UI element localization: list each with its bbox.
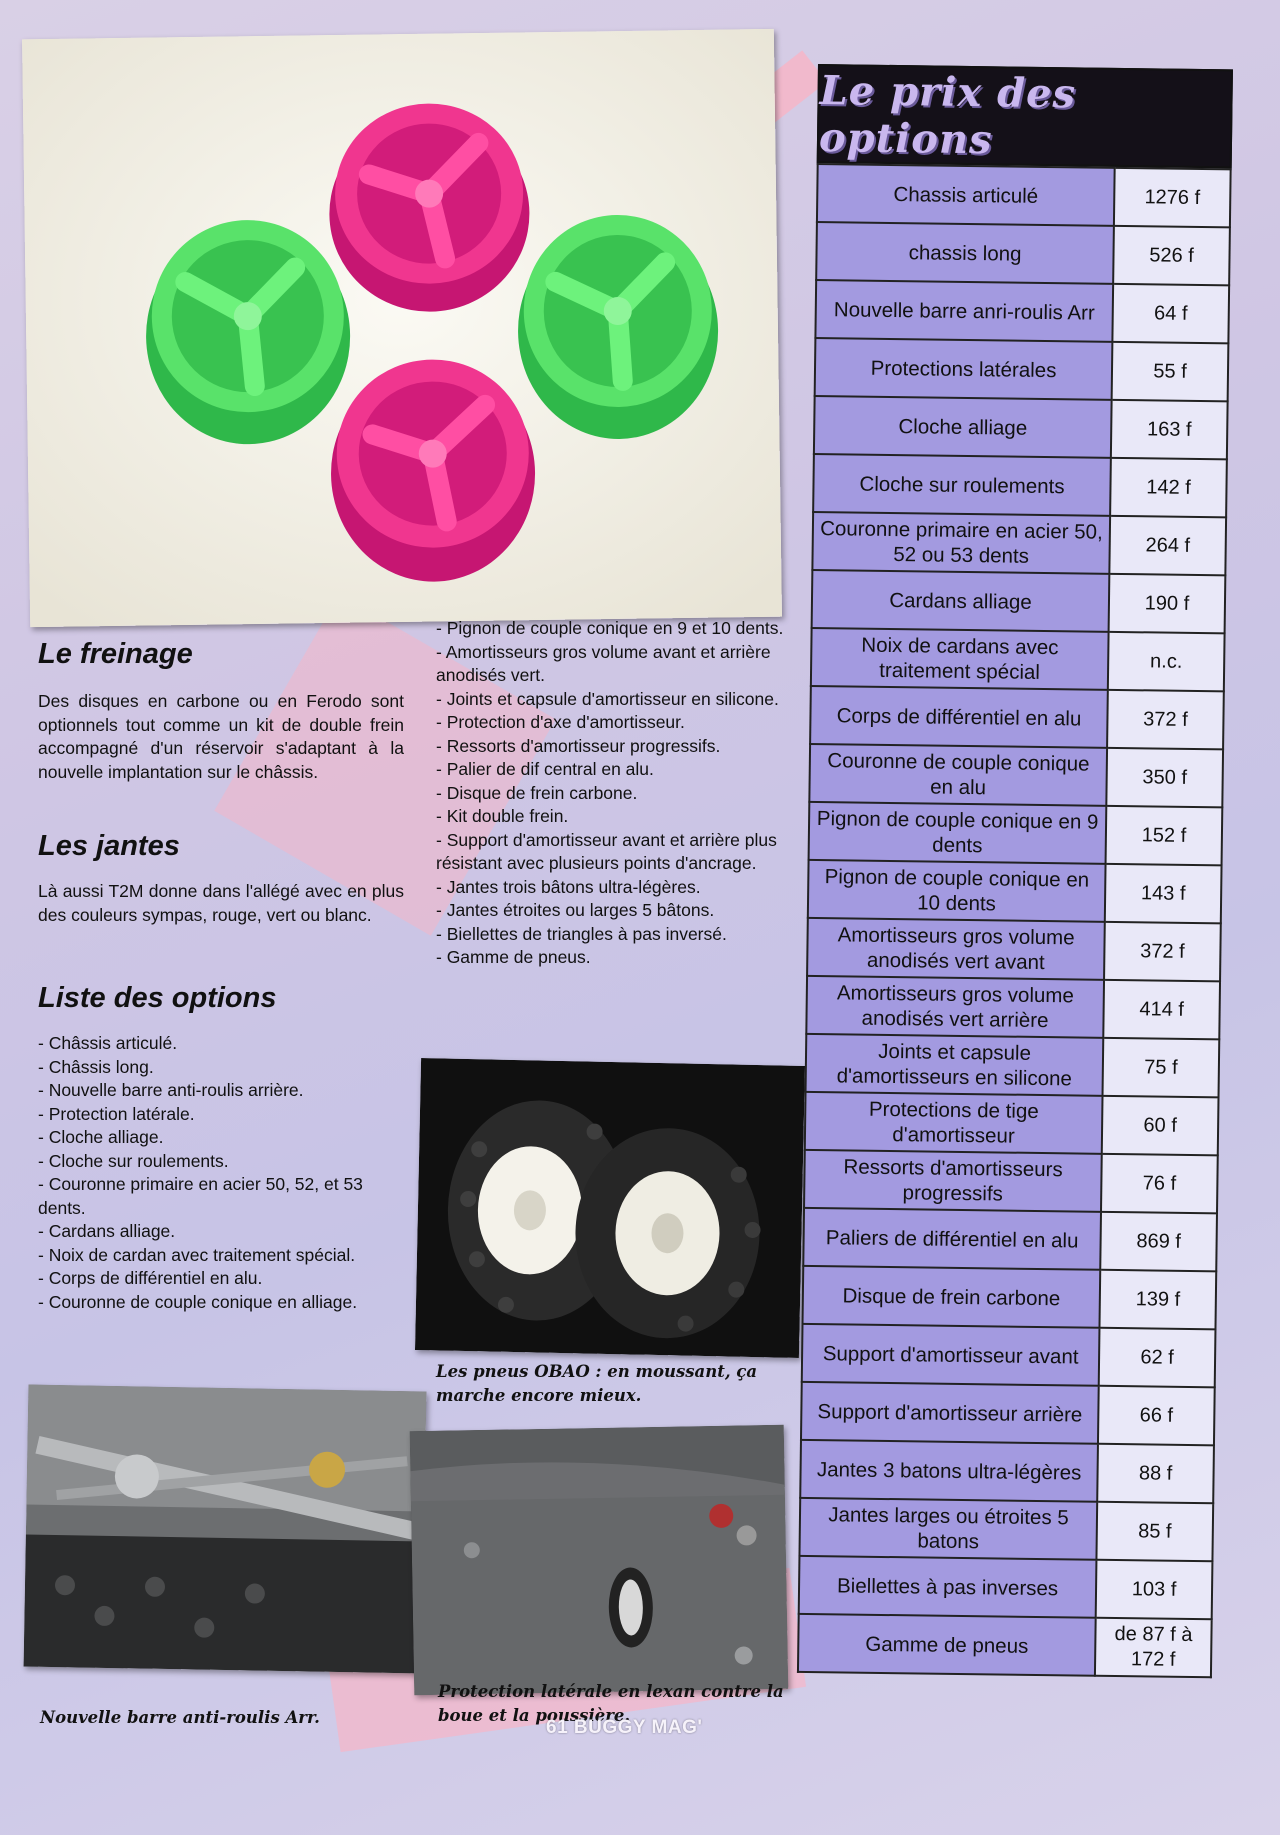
list-item: - Couronne primaire en acier 50, 52, et 53 dents. — [38, 1174, 363, 1218]
option-name: Noix de cardans avec traitement spécial — [811, 628, 1109, 690]
photo-tires — [415, 1058, 805, 1358]
caption-protection: Protection latérale en lexan contre la boue et la poussière. — [438, 1682, 784, 1725]
option-price: 139 f — [1100, 1270, 1217, 1330]
table-row — [802, 1324, 1216, 1387]
list-item: - Disque de frein carbone. — [436, 782, 638, 803]
list-item: - Cloche sur roulements. — [38, 1150, 229, 1171]
option-price: 526 f — [1113, 226, 1230, 286]
list-item: - Biellettes de triangles à pas inversé. — [436, 923, 727, 944]
price-table-title: Le prix des options — [818, 66, 1077, 163]
option-price: 142 f — [1110, 458, 1227, 518]
option-price: 163 f — [1111, 400, 1228, 460]
options-list-col1 — [38, 1032, 408, 1314]
option-price: 190 f — [1109, 574, 1226, 634]
caption-antiroll: Nouvelle barre anti-roulis Arr. — [40, 1708, 320, 1727]
heading-freinage: Le freinage — [38, 638, 193, 670]
option-name: Chassis articulé — [817, 164, 1115, 226]
option-name: chassis long — [816, 222, 1114, 284]
option-price: de 87 f à 172 f — [1095, 1618, 1212, 1678]
option-price: 414 f — [1103, 980, 1220, 1040]
list-item: - Cloche alliage. — [38, 1127, 164, 1147]
table-row — [804, 1150, 1218, 1213]
option-name: Cloche alliage — [814, 396, 1112, 458]
option-name: Amortisseurs gros volume anodisés vert arrière — [806, 976, 1104, 1038]
list-item: - Nouvelle barre anti-roulis arrière. — [38, 1080, 304, 1100]
page-footer: 61 BUGGY MAG' — [546, 1717, 703, 1738]
option-price: 75 f — [1103, 1038, 1220, 1098]
table-row — [799, 1498, 1213, 1561]
option-name: Nouvelle barre anri-roulis Arr — [815, 280, 1113, 342]
table-row — [816, 222, 1230, 285]
list-item: - Ressorts d'amortisseur progressifs. — [436, 735, 721, 756]
heading-jantes: Les jantes — [38, 830, 180, 862]
table-row — [814, 396, 1228, 459]
table-row — [800, 1440, 1214, 1503]
option-price: 85 f — [1097, 1502, 1214, 1562]
option-price: n.c. — [1108, 632, 1225, 692]
option-name: Protections latérales — [815, 338, 1113, 400]
option-price: 1276 f — [1114, 168, 1231, 228]
option-price: 76 f — [1101, 1154, 1218, 1214]
text-freinage: Des disques en carbone ou en Ferodo sont optionnels tout comme un kit de double frein accompagné d'un réservoir s'adaptant à la nouvelle implantation sur le châssis. — [38, 691, 404, 782]
option-name: Jantes 3 batons ultra-légères — [800, 1440, 1098, 1502]
table-row — [817, 164, 1231, 227]
option-name: Joints et capsule d'amortisseurs en silicone — [806, 1034, 1104, 1096]
heading-options: Liste des options — [38, 982, 277, 1014]
photo-lateral-protection — [410, 1425, 789, 1695]
table-row — [805, 1092, 1219, 1155]
table-row — [806, 976, 1220, 1039]
list-item: - Noix de cardan avec traitement spécial. — [38, 1244, 356, 1265]
table-row — [815, 280, 1229, 343]
list-item: - Kit double frein. — [436, 806, 569, 826]
list-item: - Joints et capsule d'amortisseur en silicone. — [436, 688, 779, 709]
table-row — [809, 744, 1223, 807]
table-row — [809, 802, 1223, 865]
option-price: 55 f — [1112, 342, 1229, 402]
option-name: Amortisseurs gros volume anodisés vert avant — [807, 918, 1105, 980]
list-item: - Châssis articulé. — [38, 1033, 178, 1053]
table-row — [815, 338, 1229, 401]
table-row — [810, 686, 1224, 749]
option-name: Ressorts d'amortisseurs progressifs — [804, 1150, 1102, 1212]
option-name: Pignon de couple conique en 10 dents — [808, 860, 1106, 922]
option-name: Pignon de couple conique en 9 dents — [809, 802, 1107, 864]
table-row — [799, 1556, 1213, 1619]
list-item: - Jantes trois bâtons ultra-légères. — [436, 876, 701, 897]
option-price: 264 f — [1109, 516, 1226, 576]
option-name: Couronne primaire en acier 50, 52 ou 53 dents — [812, 512, 1110, 574]
option-price: 88 f — [1097, 1444, 1214, 1504]
list-item: - Support d'amortisseur avant et arrière plus résistant avec plusieurs points d'ancrage. — [436, 829, 777, 873]
list-item: - Gamme de pneus. — [436, 947, 591, 967]
list-item: - Corps de différentiel en alu. — [38, 1268, 263, 1288]
option-price: 64 f — [1112, 284, 1229, 344]
option-name: Support d'amortisseur arrière — [801, 1382, 1099, 1444]
list-item: - Pignon de couple conique en 9 et 10 dents. — [436, 618, 784, 638]
list-item: - Jantes étroites ou larges 5 bâtons. — [436, 900, 715, 920]
option-price: 350 f — [1106, 748, 1223, 808]
option-price: 60 f — [1102, 1096, 1219, 1156]
table-row — [811, 628, 1225, 691]
list-item: - Châssis long. — [38, 1056, 154, 1077]
option-name: Disque de frein carbone — [803, 1266, 1101, 1328]
table-row — [798, 1614, 1212, 1677]
caption-tires: Les pneus OBAO : en moussant, ça marche encore mieux. — [436, 1362, 758, 1405]
list-item: - Palier de dif central en alu. — [436, 759, 654, 779]
option-name: Cloche sur roulements — [813, 454, 1111, 516]
option-price: 869 f — [1100, 1212, 1217, 1272]
table-row — [812, 512, 1226, 575]
option-name: Couronne de couple conique en alu — [809, 744, 1107, 806]
table-row — [801, 1382, 1215, 1445]
table-row — [807, 918, 1221, 981]
price-table-panel — [796, 64, 1233, 1725]
photo-wheel-rims — [22, 29, 782, 627]
list-item: - Couronne de couple conique en alliage. — [38, 1291, 358, 1312]
option-price: 66 f — [1098, 1386, 1215, 1446]
table-row — [806, 1034, 1220, 1097]
option-name: Cardans alliage — [812, 570, 1110, 632]
option-name: Gamme de pneus — [798, 1614, 1096, 1676]
list-item: - Amortisseurs gros volume avant et arrière anodisés vert. — [436, 641, 771, 685]
table-row — [808, 860, 1222, 923]
price-table — [797, 163, 1232, 1678]
option-name: Paliers de différentiel en alu — [803, 1208, 1101, 1270]
option-price: 143 f — [1105, 864, 1222, 924]
table-row — [803, 1208, 1217, 1271]
option-price: 62 f — [1099, 1328, 1216, 1388]
table-row — [812, 570, 1226, 633]
list-item: - Protection latérale. — [38, 1103, 195, 1124]
option-name: Protections de tige d'amortisseur — [805, 1092, 1103, 1154]
text-jantes: Là aussi T2M donne dans l'allégé avec en plus des couleurs sympas, rouge, vert ou blanc. — [38, 881, 404, 925]
list-item: - Cardans alliage. — [38, 1221, 176, 1241]
photo-antiroll-bar — [24, 1385, 427, 1674]
table-row — [813, 454, 1227, 517]
option-name: Corps de différentiel en alu — [810, 686, 1108, 748]
option-name: Jantes larges ou étroites 5 batons — [799, 1498, 1097, 1560]
option-price: 372 f — [1107, 690, 1224, 750]
table-row — [803, 1266, 1217, 1329]
option-name: Biellettes à pas inverses — [799, 1556, 1097, 1618]
price-table-header — [817, 64, 1233, 168]
option-price: 103 f — [1096, 1560, 1213, 1620]
list-item: - Protection d'axe d'amortisseur. — [436, 712, 685, 732]
option-price: 152 f — [1106, 806, 1223, 866]
option-price: 372 f — [1104, 922, 1221, 982]
options-list-col2 — [436, 617, 806, 970]
option-name: Support d'amortisseur avant — [802, 1324, 1100, 1386]
